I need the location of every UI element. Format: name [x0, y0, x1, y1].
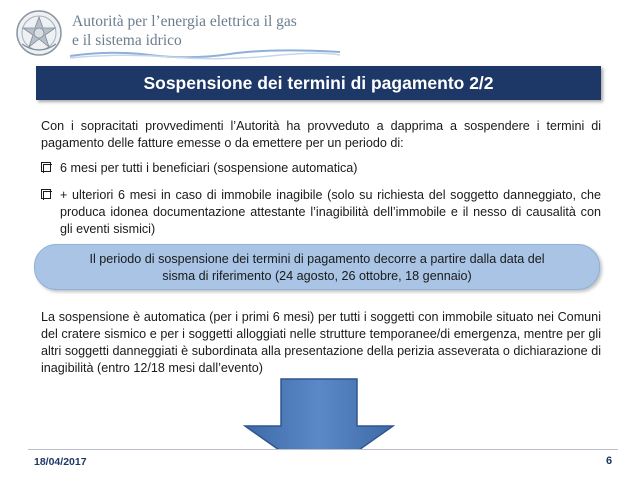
footer-divider: [28, 449, 618, 450]
italian-emblem-icon: [14, 8, 64, 58]
highlight-box: [34, 244, 600, 290]
footer: [0, 450, 638, 479]
org-name-line1: Autorità per l’energia elettrica il gas: [72, 13, 297, 30]
bullet-text: 6 mesi per tutti i beneficiari (sospensione automatica): [60, 161, 358, 175]
highlight-line1: Il periodo di sospensione dei termini di pagamento decorre a partire dalla data del: [89, 252, 545, 266]
bullet-item: [41, 187, 601, 238]
footer-date: 18/04/2017: [34, 456, 87, 468]
page-number: 6: [606, 455, 613, 467]
organization-name: [72, 12, 297, 50]
bullet-text: + ulteriori 6 mesi in caso di immobile inagibile (solo su richiesta del soggetto danneggiato, che produca idonea documentazione attestante l’inagibilità dell’immobile e il nesso di causalità con gli eventi sismici): [60, 188, 601, 236]
org-name-line2: e il sistema idrico: [72, 32, 182, 49]
highlight-line2: sisma di riferimento (24 agosto, 26 ottobre, 18 gennaio): [162, 269, 472, 283]
logo-wave-decoration: [70, 48, 340, 60]
checkbox-bullet-icon: [41, 162, 52, 173]
header-logo: [14, 8, 334, 58]
bullet-item: [41, 160, 601, 177]
slide-title: Sospensione dei termini di pagamento 2/2: [36, 66, 601, 100]
checkbox-bullet-icon: [41, 189, 52, 200]
intro-text: Con i sopracitati provvedimenti l’Autorità ha provveduto a dapprima a sospendere i termini di pagamento delle fatture emesse o da emettere per un periodo di:: [41, 119, 601, 150]
suspension-paragraph: La sospensione è automatica (per i primi 6 mesi) per tutti i soggetti con immobile situato nei Comuni del cratere sismico e per i soggetti alloggiati nelle strutture temporanee/di emergenza, mentre per gli altri soggetti danneggiati è subordinata alla presentazione della perizia asseverata o dichiarazione di inagibilità (entro 12/18 mesi dall’evento): [41, 310, 601, 375]
